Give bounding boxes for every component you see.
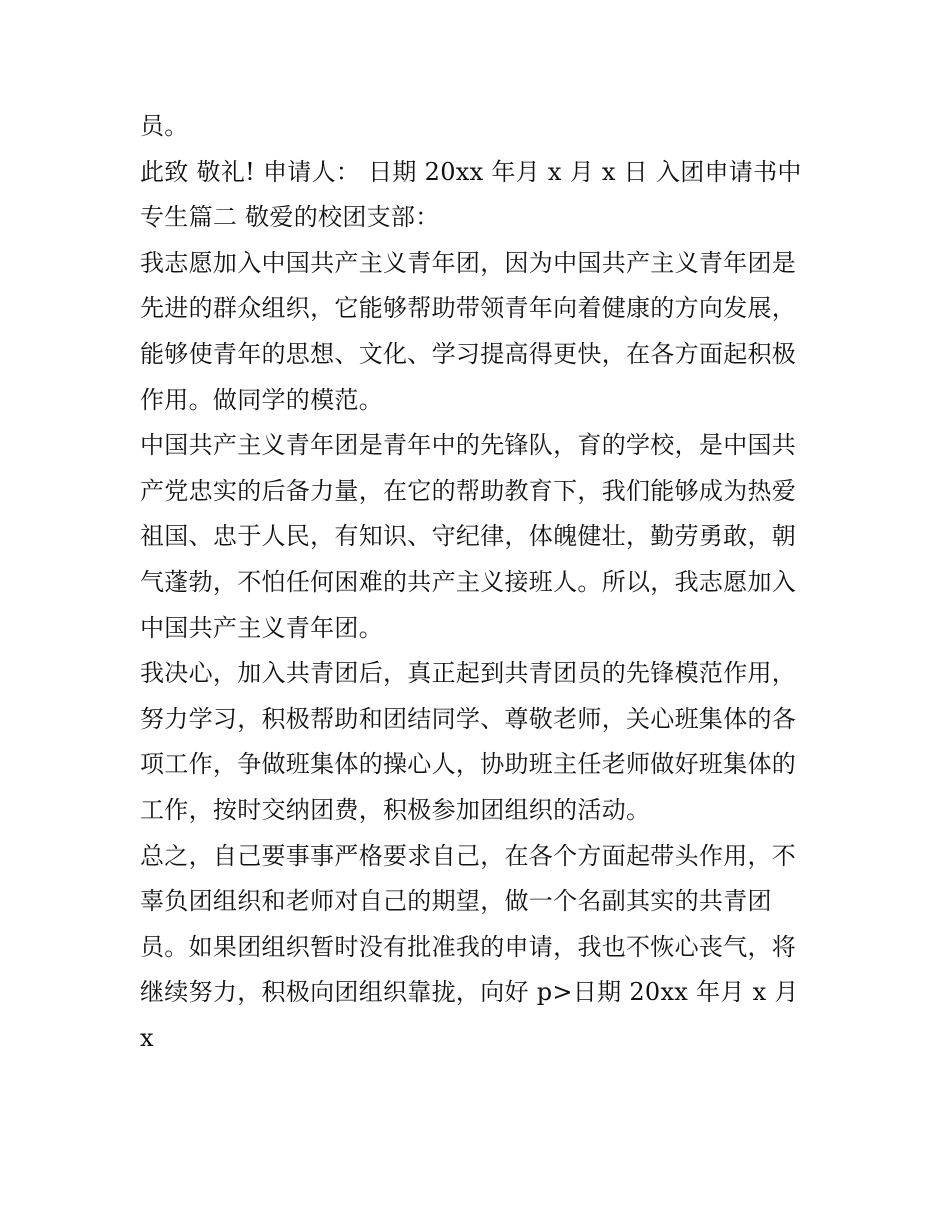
document-body [140,104,820,1061]
paragraph-intent: 我志愿加入中国共产主义青年团，因为中国共产主义青年团是先进的群众组织，它能够帮助带领青年向着健康的方向发展，能够使青年的思想、文化、学习提高得更快，在各方面起积极作用。做同学的模范。 [140,248,797,414]
paragraph-resolution: 我决心，加入共青团后，真正起到共青团员的先锋模范作用，努力学习，积极帮助和团结同学、尊敬老师，关心班集体的各项工作，争做班集体的操心人，协助班主任老师做好班集体的工作，按时交纳团费，积极参加团组织的活动。 [140,659,797,824]
paragraph-closing-fragment: 员。 [140,112,189,140]
paragraph-summary: 总之，自己要事事严格要求自己，在各个方面起带头作用，不辜负团组织和老师对自己的期望，做一个名副其实的共青团员。如果团组织暂时没有批准我的申请，我也不恢心丧气，将继续努力，积极向团组织靠拢，向好 p>日期 20xx 年月 x 月 x [140,841,799,1052]
paragraph-signature-and-heading: 此致 敬礼! 申请人： 日期 20xx 年月 x 月 x 日 入团申请书中专生篇二 敬爱的校团支部： [140,157,802,232]
paragraph-league-description: 中国共产主义青年团是青年中的先锋队，育的学校，是中国共产党忠实的后备力量，在它的帮助教育下，我们能够成为热爱祖国、忠于人民，有知识、守纪律，体魄健壮，勤劳勇敢，朝气蓬勃，不怕任何困难的共产主义接班人。所以，我志愿加入中国共产主义青年团。 [140,431,797,642]
